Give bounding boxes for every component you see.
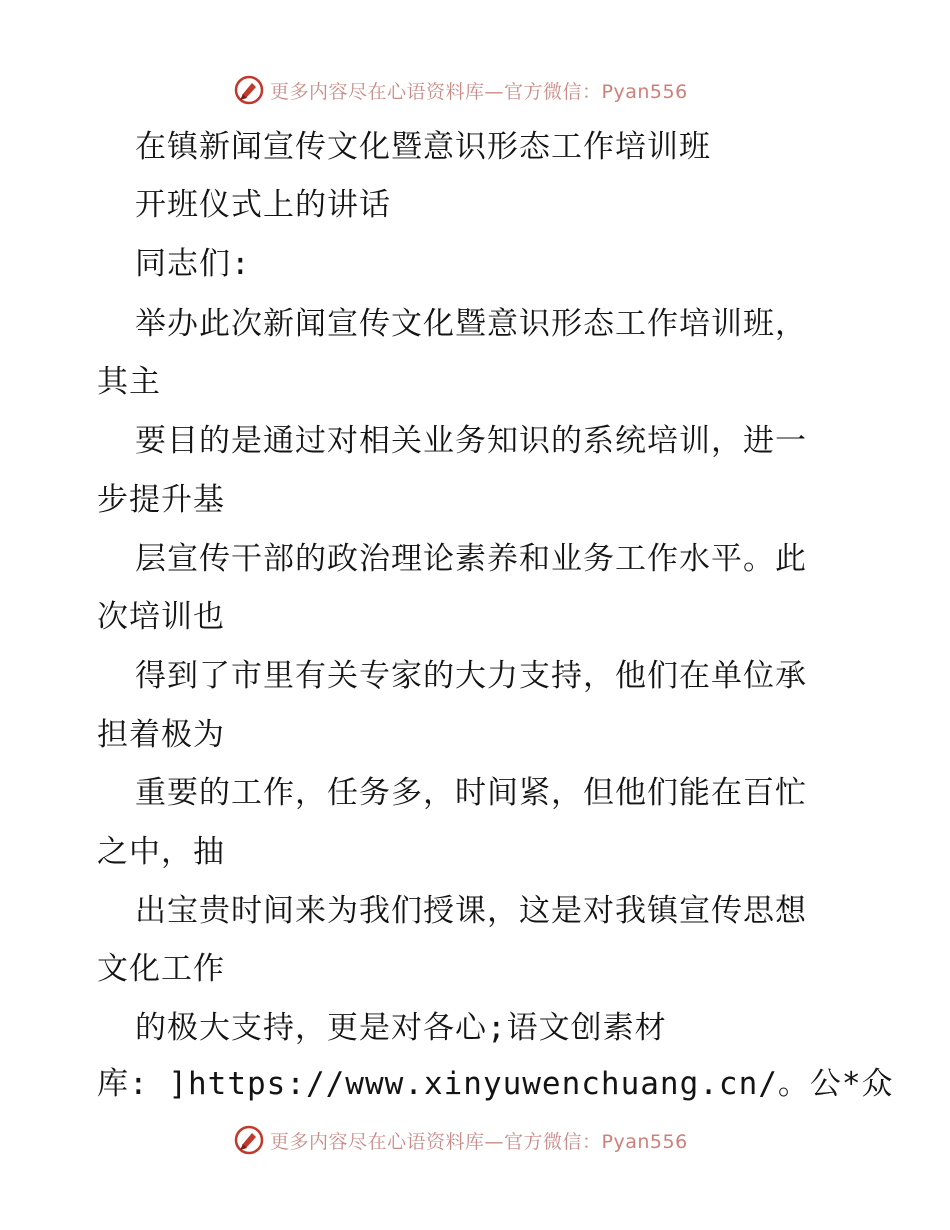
pen-logo-icon <box>234 1125 264 1155</box>
header-promo-text: 更多内容尽在心语资料库—官方微信：Pyan556 <box>270 80 688 103</box>
title-line-1: 在镇新闻宣传文化暨意识形态工作培训班 <box>135 129 711 165</box>
paragraph-line: 之中，抽 <box>97 834 225 870</box>
paragraph-line: 重要的工作，任务多，时间紧，但他们能在百忙 <box>135 775 807 811</box>
paragraph-line: 次培训也 <box>97 599 225 635</box>
paragraph-line: 出宝贵时间来为我们授课，这是对我镇宣传思想 <box>135 893 807 929</box>
header-banner <box>234 73 714 107</box>
wechat-handle: Pyan556 <box>601 80 688 103</box>
paragraph-line: 层宣传干部的政治理论素养和业务工作水平。此 <box>135 541 807 577</box>
paragraph-line: 其主 <box>97 364 161 400</box>
paragraph-line: 库: ]https://www.xinyuwenchuang.cn/。公*众 <box>97 1066 894 1102</box>
footer-banner <box>234 1123 714 1157</box>
paragraph-line: 文化工作 <box>97 951 225 987</box>
paragraph-line: 担着极为 <box>97 717 225 753</box>
greeting: 同志们: <box>135 246 251 282</box>
paragraph-line: 步提升基 <box>97 482 225 518</box>
paragraph-line: 得到了市里有关专家的大力支持，他们在单位承 <box>135 658 807 694</box>
pen-logo-icon <box>234 75 264 105</box>
paragraph-line: 要目的是通过对相关业务知识的系统培训，进一 <box>135 423 807 459</box>
footer-promo-text: 更多内容尽在心语资料库—官方微信：Pyan556 <box>270 1130 688 1153</box>
wechat-handle: Pyan556 <box>601 1130 688 1153</box>
paragraph-line: 的极大支持，更是对各心;语文创素材 <box>135 1010 667 1046</box>
paragraph-line: 举办此次新闻宣传文化暨意识形态工作培训班， <box>135 306 807 342</box>
title-line-2: 开班仪式上的讲话 <box>135 187 391 223</box>
